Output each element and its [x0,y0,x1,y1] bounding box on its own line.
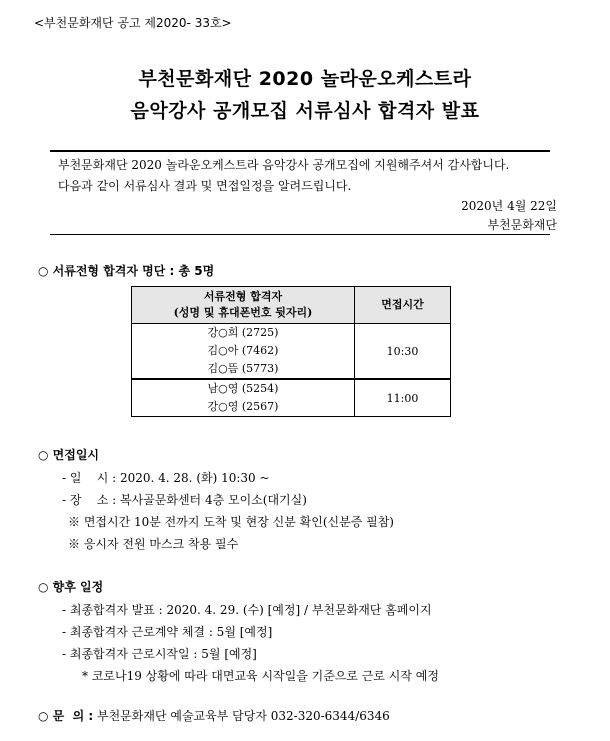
contact-text: 부천문화재단 예술교육부 담당자 032-320-6344/6346 [97,709,390,723]
schedule-item-1: - 최종합격자 발표 : 2020. 4. 29. (수) [예정] / 부천문화재단 홈페이지 [62,603,432,617]
contact-label: ○ 문 의 : [38,709,94,723]
applicant-name: 김○뜸 (5773) [207,362,279,375]
intro-line-2: 다음과 같이 서류심사 결과 및 면접일정을 알려드립니다. [58,179,352,193]
notice-number: <부천문화재단 공고 제2020- 33호> [34,16,232,30]
contact-line [38,707,390,724]
passers-table [131,286,451,417]
intro-line-1: 부천문화재단 2020 놀라운오케스트라 음악강사 공개모집에 지원해주셔서 감사합니다. [58,158,510,172]
header-applicant: 서류전형 합격자 (성명 및 휴대폰번호 뒷자리) [132,287,355,324]
title-line-1: 부천문화재단 2020 놀라운오케스트라 [138,68,472,90]
table-row [132,379,451,417]
interview-datetime: - 일 시 : 2020. 4. 28. (화) 10:30 ~ [62,471,270,485]
applicant-name: 강○영 (2567) [207,400,279,413]
applicant-name: 남○영 (5254) [207,382,279,395]
interview-note-1: ※ 면접시간 10분 전까지 도착 및 현장 신분 확인(신분증 필참) [68,515,394,529]
group-1-time: 10:30 [355,324,451,380]
applicant-name: 강○희 (2725) [207,326,279,339]
intro-bottom-rule [50,234,550,235]
notice-date: 2020년 4월 22일 [461,199,557,213]
interview-place: - 장 소 : 복사골문화센터 4층 모이소(대기실) [62,493,307,507]
header-interview-time: 면접시간 [355,287,451,324]
schedule-item-2: - 최종합격자 근로계약 체결 : 5월 [예정] [62,625,273,639]
interview-heading: ○ 면접일시 [38,448,100,462]
schedule-item-3: - 최종합격자 근로시작일 : 5월 [예정] [62,647,257,661]
group-2-time: 11:00 [355,379,451,417]
notice-organization: 부천문화재단 [487,218,557,232]
applicant-name: 김○아 (7462) [207,344,279,357]
schedule-note: * 코로나19 상황에 따라 대면교육 시작일을 기준으로 근로 시작 예정 [82,669,439,683]
group-1-names [132,324,355,380]
interview-note-2: ※ 응시자 전원 마스크 착용 필수 [68,537,239,551]
table-row [132,324,451,380]
schedule-heading: ○ 향후 일정 [38,580,104,594]
passers-heading: ○ 서류전형 합격자 명단 : 총 5명 [38,264,215,278]
title-line-2: 음악강사 공개모집 서류심사 합격자 발표 [130,100,480,122]
group-2-names [132,379,355,417]
table-header-row [132,287,451,324]
intro-top-rule [50,150,550,152]
